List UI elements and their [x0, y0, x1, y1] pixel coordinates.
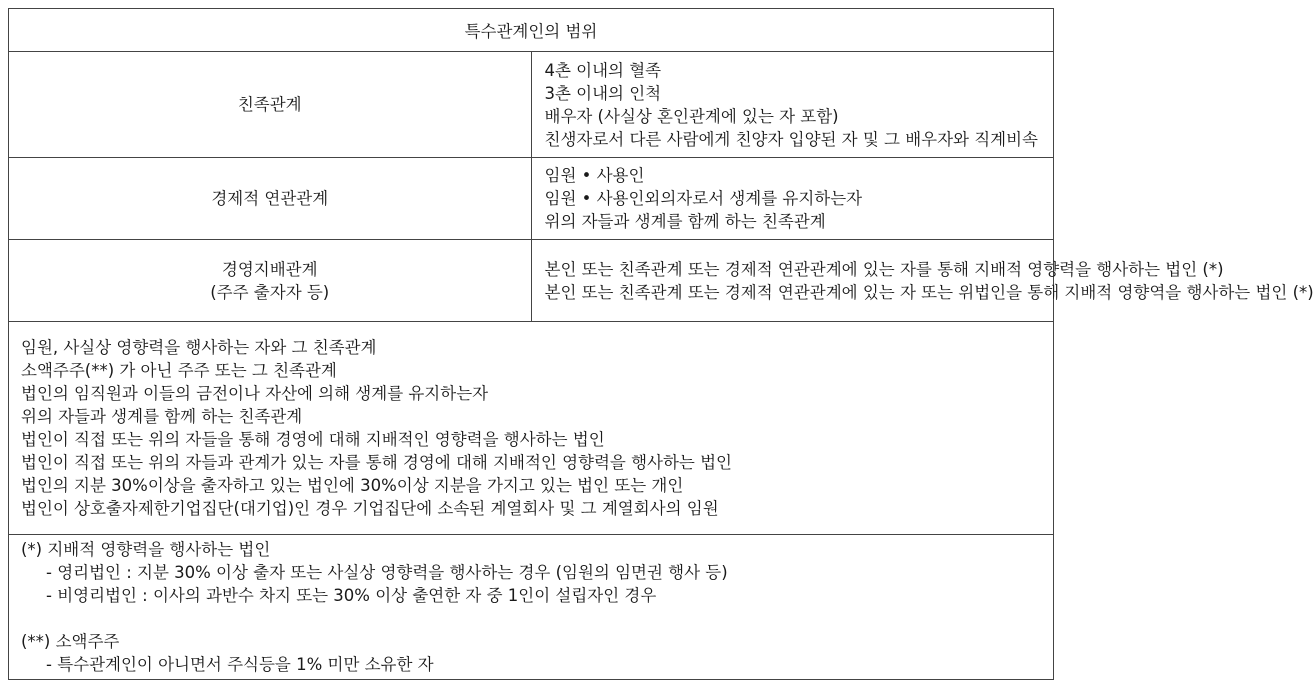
table-row-corporate-list: [9, 322, 1054, 535]
management-line: 본인 또는 친족관계 또는 경제적 연관관계에 있는 자 또는 위법인을 통해 지배적 영향역을 행사하는 법인 (*): [544, 282, 1314, 302]
table-row-kinship: [9, 52, 1054, 158]
management-label-line: 경영지배관계: [221, 259, 318, 279]
note-item: - 특수관계인이 아니면서 주식등을 1% 미만 소유한 자: [46, 655, 434, 674]
table-row-management-control: [9, 240, 1054, 322]
management-label-line: (주주 출자자 등): [210, 282, 330, 302]
table-row-economic: [9, 158, 1054, 240]
management-line: 본인 또는 친족관계 또는 경제적 연관관계에 있는 자를 통해 지배적 영향력을 행사하는 법인 (*): [544, 259, 1224, 279]
row-label-kinship: 친족관계: [9, 52, 532, 158]
related-party-table: [8, 8, 1314, 680]
kinship-line: 3촌 이내의 인척: [544, 83, 662, 103]
list-item: 법인이 직접 또는 위의 자들과 관계가 있는 자를 통해 경영에 대해 지배적인 영향력을 행사하는 법인: [21, 453, 732, 472]
corporate-list: [9, 322, 1054, 535]
note-title: (*) 지배적 영향력을 행사하는 법인: [21, 540, 271, 559]
list-item: 법인의 임직원과 이들의 금전이나 자산에 의해 생계를 유지하는자: [21, 384, 489, 403]
footnotes: [9, 535, 1054, 680]
table-row-notes: [9, 535, 1054, 680]
list-item: 법인이 직접 또는 위의 자들을 통해 경영에 대해 지배적인 영향력을 행사하는 법인: [21, 430, 605, 449]
row-content-kinship: [531, 52, 1054, 158]
economic-line: 임원 • 사용인: [544, 166, 645, 185]
table-title: 특수관계인의 범위: [9, 9, 1054, 52]
note-spacer: [21, 607, 1053, 630]
kinship-line: 4촌 이내의 혈족: [544, 60, 662, 80]
economic-line: 임원 • 사용인외의자로서 생계를 유지하는자: [544, 189, 863, 208]
economic-line: 위의 자들과 생계를 함께 하는 친족관계: [544, 212, 826, 231]
list-item: 임원, 사실상 영향력을 행사하는 자와 그 친족관계: [21, 338, 377, 357]
row-label-management-control: [9, 240, 532, 322]
row-content-economic: [531, 158, 1054, 240]
list-item: 소액주주(**) 가 아닌 주주 또는 그 친족관계: [21, 361, 337, 380]
row-label-economic: 경제적 연관관계: [9, 158, 532, 240]
kinship-line: 친생자로서 다른 사람에게 친양자 입양된 자 및 그 배우자와 직계비속: [544, 129, 1038, 149]
list-item: 법인이 상호출자제한기업집단(대기업)인 경우 기업집단에 소속된 계열회사 및 그 계열회사의 임원: [21, 499, 719, 518]
row-content-management-control: [531, 240, 1314, 322]
list-item: 법인의 지분 30%이상을 출자하고 있는 법인에 30%이상 지분을 가지고 있는 법인 또는 개인: [21, 476, 684, 495]
note-item: - 영리법인 : 지분 30% 이상 출자 또는 사실상 영향력을 행사하는 경우 (임원의 임면권 행사 등): [46, 563, 728, 582]
note-item: - 비영리법인 : 이사의 과반수 차지 또는 30% 이상 출연한 자 중 1인이 설립자인 경우: [46, 586, 657, 605]
kinship-line: 배우자 (사실상 혼인관계에 있는 자 포함): [544, 106, 839, 126]
list-item: 위의 자들과 생계를 함께 하는 친족관계: [21, 407, 303, 426]
note-title: (**) 소액주주: [21, 632, 120, 651]
